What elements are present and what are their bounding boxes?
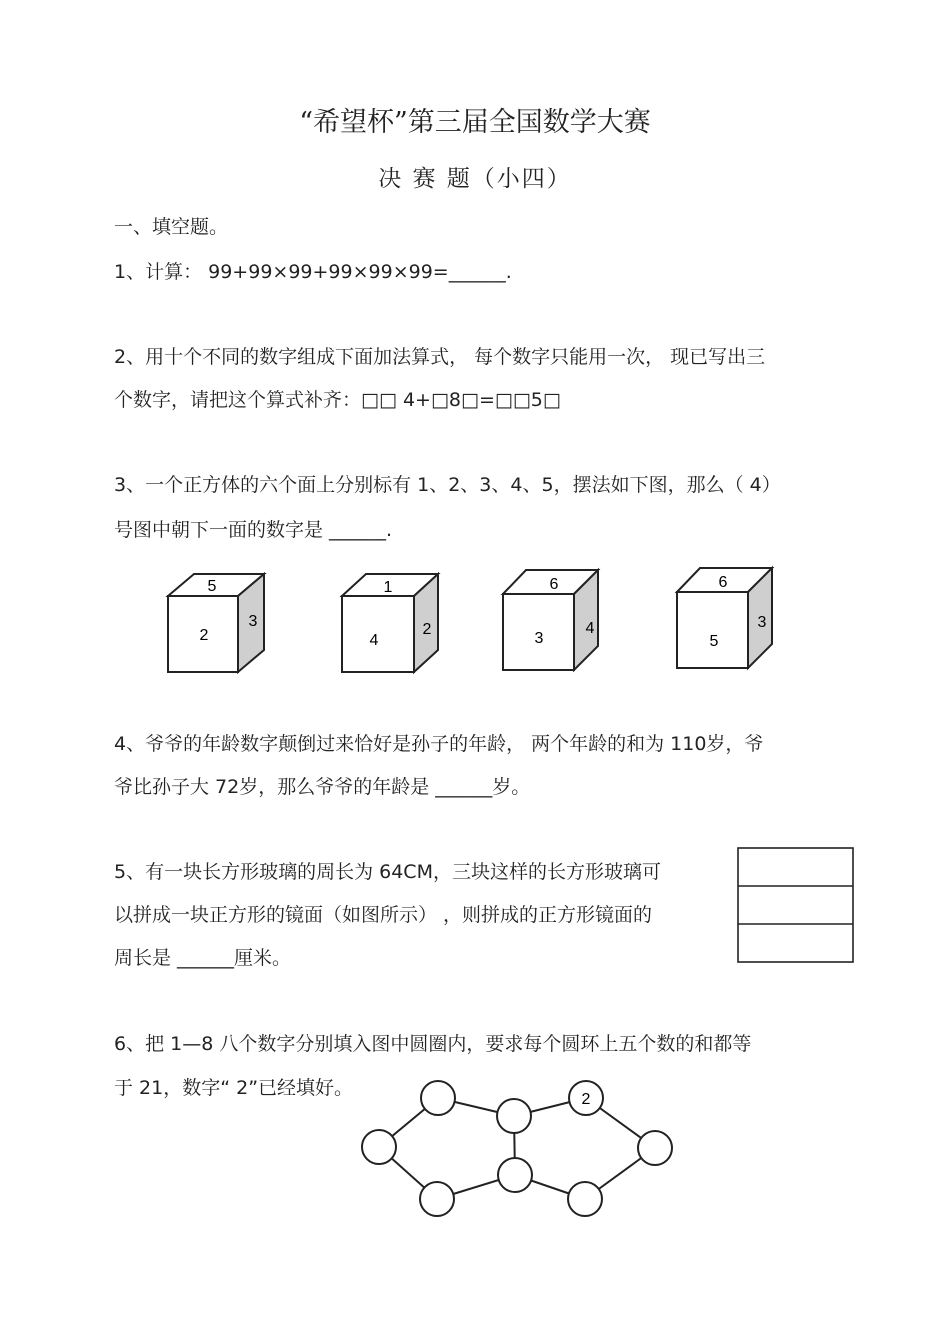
question-4-line-1: 4、爷爷的年龄数字颠倒过来恰好是孙子的年龄， 两个年龄的和为 110岁，爷 bbox=[114, 733, 764, 755]
cube-1 bbox=[160, 568, 270, 678]
circle-node bbox=[638, 1131, 672, 1165]
question-5-line-2: 以拼成一块正方形的镜面（如图所示） ，则拼成的正方形镜面的 bbox=[114, 904, 653, 926]
question-1: 1、计算： 99+99×99+99×99×99=______. bbox=[114, 261, 512, 283]
question-5-line-3: 周长是 ______厘米。 bbox=[114, 947, 292, 969]
cube-3-top: 6 bbox=[549, 576, 559, 593]
cube-2-front: 4 bbox=[369, 632, 379, 649]
question-6-line-2: 于 21，数字“ 2”已经填好。 bbox=[114, 1077, 354, 1099]
circle-node bbox=[421, 1081, 455, 1115]
cube-3-side: 4 bbox=[585, 620, 595, 637]
circle-node bbox=[568, 1182, 602, 1216]
cube-1-top: 5 bbox=[207, 578, 217, 595]
question-2-line-2: 个数字，请把这个算式补齐：□□ 4+□8□=□□5□ bbox=[114, 389, 561, 411]
cube-3 bbox=[496, 566, 606, 676]
cube-4-front: 5 bbox=[709, 633, 719, 650]
question-5-line-1: 5、有一块长方形玻璃的周长为 64CM，三块这样的长方形玻璃可 bbox=[114, 861, 661, 883]
circle-ring-diagram bbox=[355, 1075, 685, 1225]
cube-4-top: 6 bbox=[718, 574, 728, 591]
circle-node bbox=[362, 1130, 396, 1164]
circle-node bbox=[497, 1099, 531, 1133]
cube-2 bbox=[334, 570, 444, 680]
cube-2-top: 1 bbox=[383, 579, 393, 596]
page-title: “希望杯”第三届全国数学大赛 bbox=[299, 107, 651, 138]
page-subtitle: 决 赛 题（小四） bbox=[378, 166, 572, 192]
cube-4-side: 3 bbox=[757, 614, 767, 631]
question-3-line-1: 3、一个正方体的六个面上分别标有 1、2、3、4、5，摆法如下图，那么（ 4） bbox=[114, 474, 781, 496]
section-heading: 一、填空题。 bbox=[114, 216, 229, 238]
cube-1-side: 3 bbox=[248, 613, 258, 630]
question-6-line-1: 6、把 1—8 八个数字分别填入图中圆圈内，要求每个圆环上五个数的和都等 bbox=[114, 1033, 752, 1055]
question-2-line-1: 2、用十个不同的数字组成下面加法算式， 每个数字只能用一次， 现已写出三 bbox=[114, 346, 766, 368]
filled-circle-value: 2 bbox=[581, 1091, 591, 1108]
question-3-line-2: 号图中朝下一面的数字是 ______. bbox=[114, 519, 393, 541]
cube-4 bbox=[670, 564, 780, 674]
square-mirror-figure bbox=[737, 847, 857, 965]
question-4-line-2: 爷比孙子大 72岁，那么爷爷的年龄是 ______岁。 bbox=[114, 776, 531, 798]
circle-node bbox=[420, 1182, 454, 1216]
cube-3-front: 3 bbox=[534, 630, 544, 647]
cube-2-side: 2 bbox=[422, 621, 432, 638]
circle-node bbox=[498, 1158, 532, 1192]
cube-1-front: 2 bbox=[199, 627, 209, 644]
